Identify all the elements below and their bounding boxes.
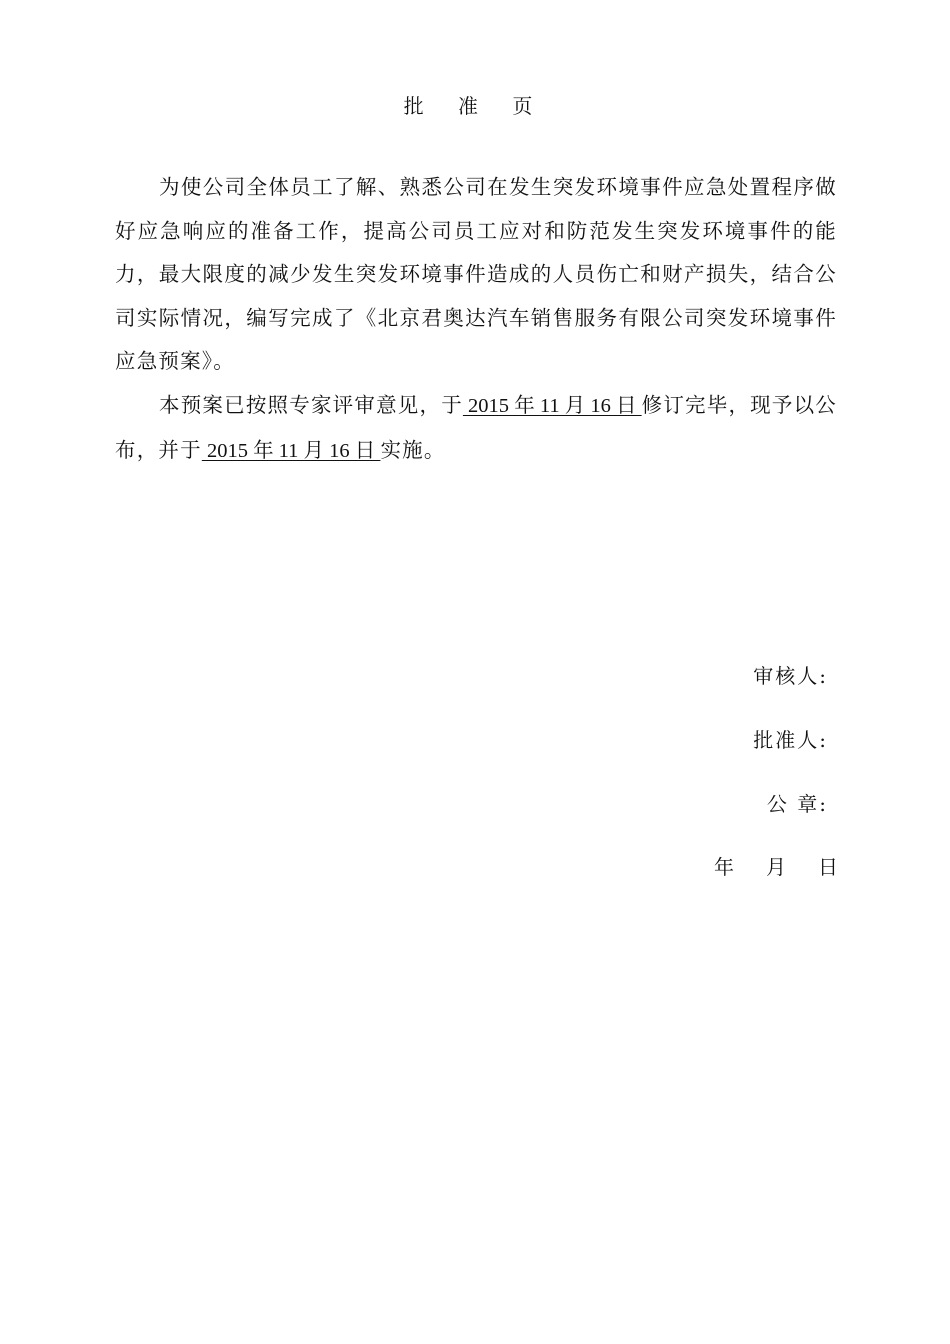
approval-text-b: 修订完毕，现予以公布，并于 (115, 393, 837, 462)
approver-label: 批准人: (753, 728, 828, 752)
intro-paragraph: 为使公司全体员工了解、熟悉公司在发生突发环境事件应急处置程序做好应急响应的准备工作，提高公司员工应对和防范发生突发环境事件的能力，最大限度的减少发生突发环境事件造成的人员伤亡和财产损失，结合公司实际情况，编写完成了《北京君奥达汽车销售服务有限公司突发环境事件应急预案》。 (115, 175, 837, 373)
seal-label: 公 章: (766, 792, 828, 816)
revision-date: 2015 年 11 月 16 日 (462, 395, 642, 417)
effective-date: 2015 年 11 月 16 日 (201, 439, 381, 462)
date-month-label: 月 (766, 855, 786, 879)
page-title: 批 准 页 (403, 94, 547, 118)
approval-text-c: 实施。 (380, 437, 446, 462)
approval-text-a: 本预案已按照专家评审意见，于 (159, 393, 463, 417)
date-day-label: 日 (818, 855, 838, 879)
approval-paragraph (115, 384, 837, 473)
reviewer-label: 审核人: (753, 664, 828, 688)
signature-date (714, 853, 838, 881)
date-year-label: 年 (714, 855, 734, 879)
